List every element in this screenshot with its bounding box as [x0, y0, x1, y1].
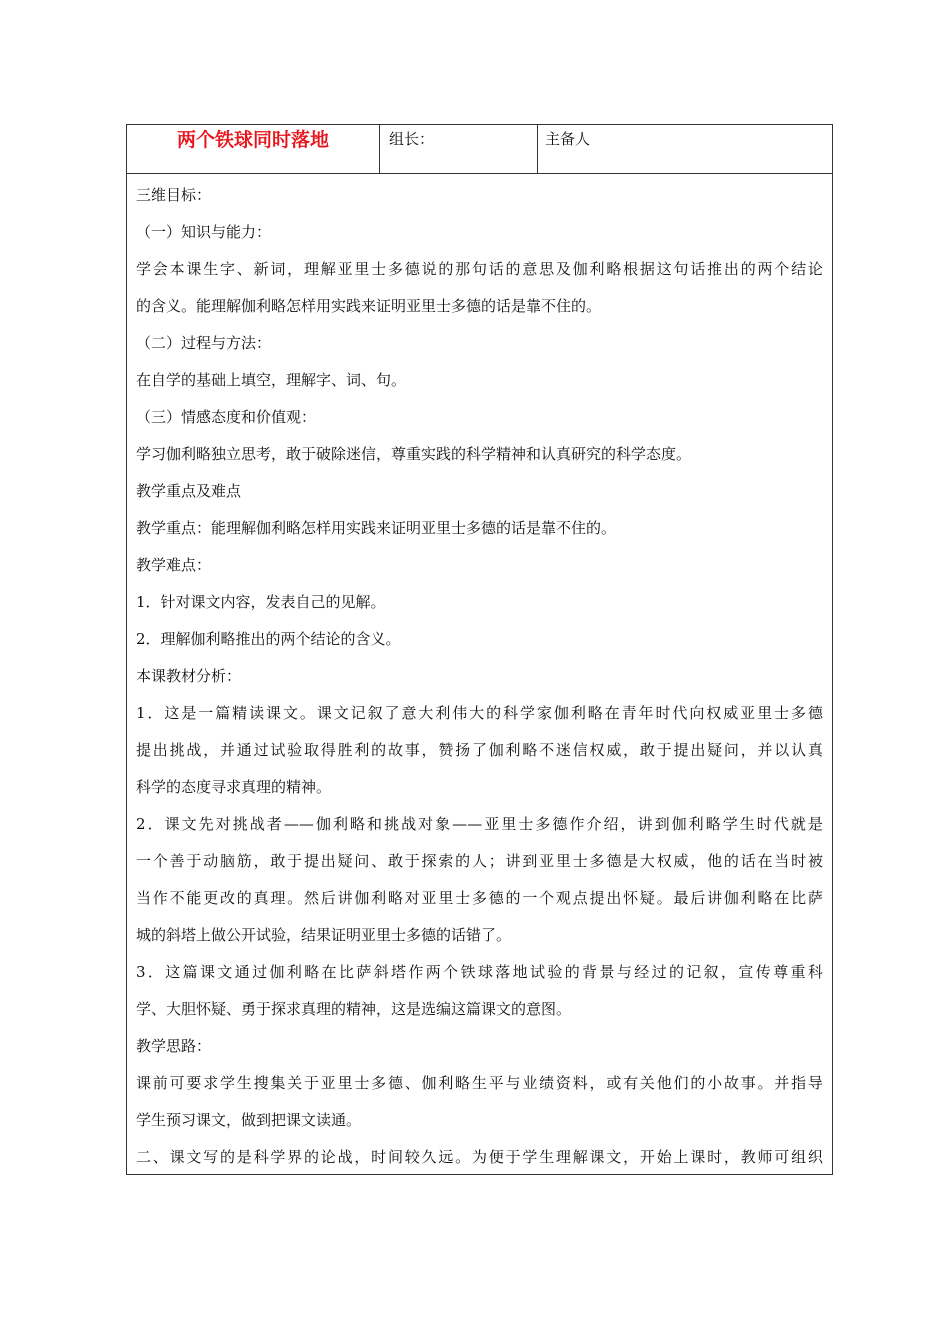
group-leader-label: 组长：	[380, 125, 538, 173]
lesson-plan-table	[126, 124, 833, 1175]
content-line: （一）知识与能力：	[136, 223, 272, 241]
content-line: 在自学的基础上填空，理解字、词、句。	[136, 371, 407, 389]
content-line: （二）过程与方法：	[136, 334, 272, 352]
content-line: 1．针对课文内容，发表自己的见解。	[136, 593, 386, 611]
lesson-title: 两个铁球同时落地	[127, 125, 380, 173]
content-line: 课前可要求学生搜集关于亚里士多德、伽利略生平与业绩资料，或有关他们的小故事。并指导	[136, 1074, 823, 1092]
lesson-content-cell	[127, 174, 832, 1174]
content-line: 学会本课生字、新词，理解亚里士多德说的那句话的意思及伽利略根据这句话推出的两个结论	[136, 260, 823, 278]
content-line: 1．这是一篇精读课文。课文记叙了意大利伟大的科学家伽利略在青年时代向权威亚里士多德	[136, 704, 823, 722]
content-line: 三维目标：	[136, 186, 212, 204]
content-line: 学、大胆怀疑、勇于探求真理的精神，这是选编这篇课文的意图。	[136, 1000, 572, 1018]
content-line: 3．这篇课文通过伽利略在比萨斜塔作两个铁球落地试验的背景与经过的记叙，宣传尊重科	[136, 963, 823, 981]
content-line: 教学重点及难点	[136, 482, 242, 500]
content-line: 教学思路：	[136, 1037, 212, 1055]
content-line: 教学难点：	[136, 556, 212, 574]
main-preparer-label: 主备人	[545, 130, 591, 148]
table-header-row	[127, 125, 832, 174]
content-line: 的含义。能理解伽利略怎样用实践来证明亚里士多德的话是靠不住的。	[136, 297, 602, 315]
content-line: 提出挑战，并通过试验取得胜利的故事，赞扬了伽利略不迷信权威，敢于提出疑问，并以认真	[136, 741, 823, 759]
content-line: 二、课文写的是科学界的论战，时间较久远。为便于学生理解课文，开始上课时，教师可组织	[136, 1148, 823, 1166]
content-line: 当作不能更改的真理。然后讲伽利略对亚里士多德的一个观点提出怀疑。最后讲伽利略在比萨	[136, 889, 823, 907]
content-line: 2．理解伽利略推出的两个结论的含义。	[136, 630, 401, 648]
content-line: 科学的态度寻求真理的精神。	[136, 778, 332, 796]
content-line: 本课教材分析：	[136, 667, 242, 685]
content-line: 教学重点：能理解伽利略怎样用实践来证明亚里士多德的话是靠不住的。	[136, 519, 617, 537]
content-line: 一个善于动脑筋，敢于提出疑问、敢于探索的人；讲到亚里士多德是大权威，他的话在当时被	[136, 852, 823, 870]
content-line: 学生预习课文，做到把课文读通。	[136, 1111, 362, 1129]
content-line: （三）情感态度和价值观：	[136, 408, 317, 426]
content-line: 城的斜塔上做公开试验，结果证明亚里士多德的话错了。	[136, 926, 512, 944]
content-line: 学习伽利略独立思考，敢于破除迷信，尊重实践的科学精神和认真研究的科学态度。	[136, 445, 692, 463]
content-line: 2．课文先对挑战者——伽利略和挑战对象——亚里士多德作介绍，讲到伽利略学生时代就是	[136, 815, 823, 833]
